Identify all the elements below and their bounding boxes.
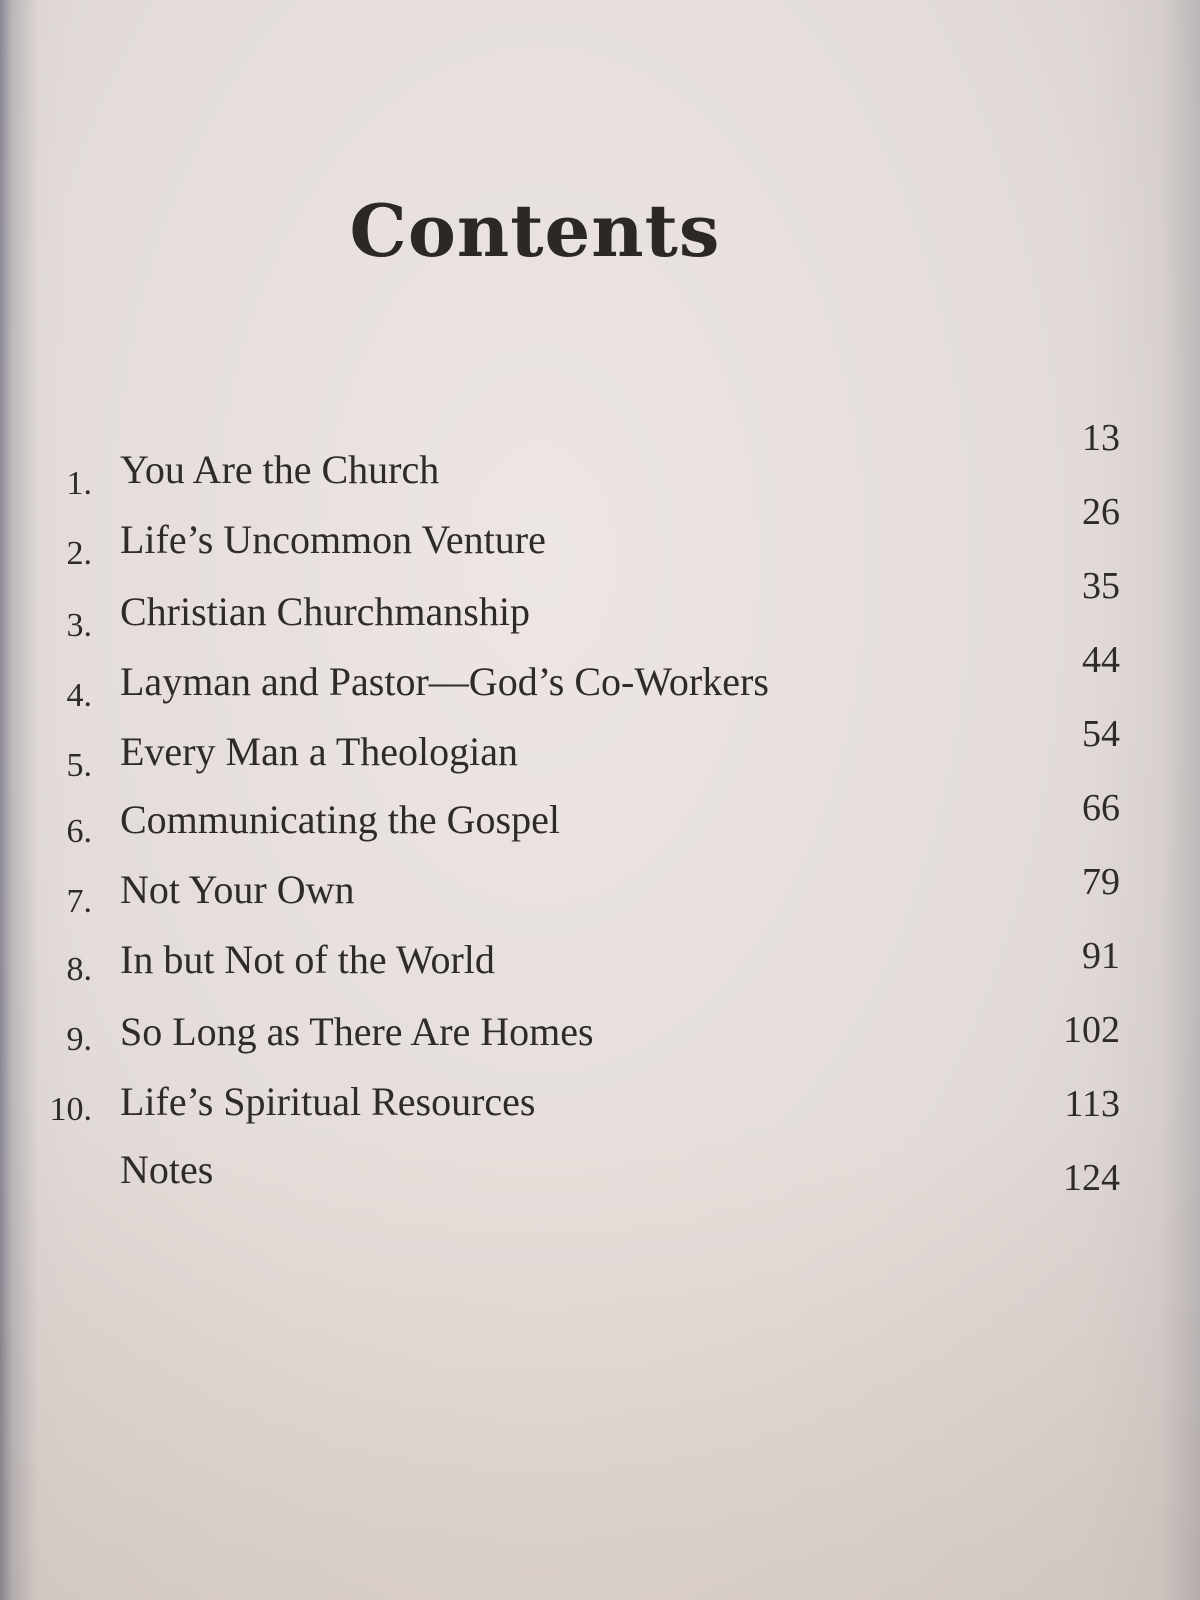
- table-of-contents: [40, 0, 1120, 1600]
- toc-entry-1: [40, 417, 1120, 502]
- entry-title: Life’s Uncommon Venture: [120, 517, 546, 562]
- entry-number: 4.: [66, 677, 92, 714]
- entry-title: Christian Churchmanship: [120, 589, 530, 634]
- page-title: Contents: [349, 188, 721, 273]
- entry-page: 91: [1082, 935, 1120, 977]
- toc-entry-5: [40, 713, 1120, 788]
- entry-page: 79: [1082, 861, 1120, 903]
- entry-number: 9.: [66, 1021, 92, 1058]
- toc-entry-8: [40, 935, 1120, 1004]
- entry-page: 54: [1082, 713, 1120, 755]
- entry-page: 35: [1082, 565, 1120, 607]
- entry-number: 8.: [66, 951, 92, 988]
- entry-page: 66: [1082, 787, 1120, 829]
- entry-number: 10.: [49, 1091, 92, 1128]
- entry-title: So Long as There Are Homes: [120, 1009, 594, 1054]
- entry-page: 102: [1063, 1009, 1120, 1051]
- entry-number: 1.: [66, 465, 92, 502]
- toc-entry-3: [40, 565, 1120, 644]
- entry-number: 2.: [66, 535, 92, 572]
- entry-page: 124: [1063, 1157, 1120, 1199]
- entry-title: In but Not of the World: [120, 937, 495, 982]
- entry-title: Not Your Own: [120, 867, 355, 912]
- entry-title: Notes: [120, 1147, 214, 1192]
- entry-page: 13: [1082, 417, 1120, 459]
- entry-title: Every Man a Theologian: [120, 729, 519, 774]
- entry-title: Life’s Spiritual Resources: [120, 1079, 536, 1124]
- toc-entry-9: [40, 1009, 1120, 1076]
- toc-entry-10: [40, 1079, 1120, 1148]
- entry-number: 6.: [66, 813, 92, 850]
- toc-entry-7: [40, 861, 1120, 932]
- toc-entry-notes: [40, 1147, 1120, 1218]
- entry-page: 26: [1082, 491, 1120, 533]
- toc-entry-2: [40, 491, 1120, 572]
- entry-title: Layman and Pastor—God’s Co-Workers: [120, 659, 769, 704]
- entry-number: 3.: [66, 607, 92, 644]
- entry-title: You Are the Church: [120, 447, 440, 492]
- entry-page: 113: [1064, 1083, 1120, 1125]
- entry-page: 44: [1082, 639, 1120, 681]
- toc-entry-6: [40, 787, 1120, 860]
- toc-entry-4: [40, 639, 1120, 716]
- entry-number: 7.: [66, 883, 92, 920]
- entry-number: 5.: [66, 747, 92, 784]
- entry-title: Communicating the Gospel: [120, 797, 560, 842]
